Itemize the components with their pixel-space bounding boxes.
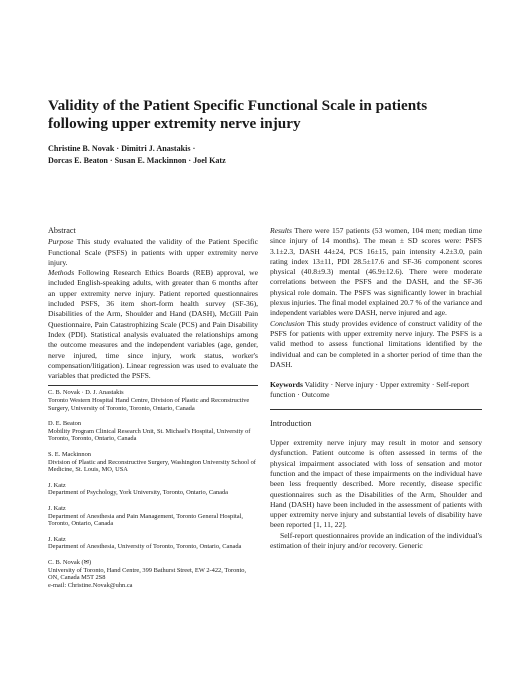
- right-column: [270, 226, 482, 551]
- affiliation-item[interactable]: C. B. Novak (✉) University of Toronto, Hand Centre, 399 Bathurst Street, EW 2-422, Toronto, ON, Canada M5T 2S8 e-mail: Christine.Novak@uhn.ca: [48, 558, 247, 589]
- affiliation-list: [48, 389, 258, 589]
- keywords-text: Validity · Nerve injury · Upper extremity · Self-report function · Outcome: [270, 380, 470, 400]
- results-text: There were 157 patients (53 women, 104 men; median time since injury of 14 months). The mean ± SD scores were: PSFS 3.1±2.3, DASH 44±24, PCS 16±15, pain intensity 4.2±3.0, pain rating index 13±11, PDI 28.5±17.6 and SF-36 component scores physical (40.8±9.3) mental (46.9±12.6). There were moderate correlations between the PSFS and the DASH, and the SF-36 physical role domain. The PSFS was significantly lower in brachial plexus injuries. The final model explained 20.7 % of the variance and independent variables were DASH, nerve injured and age.: [270, 226, 483, 318]
- introduction-para-2: Self-report questionnaires provide an indication of the individual's estimation of their injury and/or recovery. Generic: [270, 530, 482, 551]
- keywords-label: Keywords: [270, 380, 303, 390]
- abstract-results: [270, 226, 482, 319]
- left-column: [48, 226, 258, 597]
- abstract-heading: Abstract: [48, 226, 76, 235]
- author-line-2: Dorcas E. Beaton · Susan E. Mackinnon · Joel Katz: [48, 156, 226, 165]
- author-line-1: Christine B. Novak · Dimitri J. Anastakis ·: [48, 144, 196, 153]
- introduction-heading: Introduction: [270, 418, 312, 428]
- purpose-text: This study evaluated the validity of the Patient Specific Functional Scale (PSFS) in patients with upper extremity nerve injury.: [48, 237, 258, 267]
- affiliation-item: C. B. Novak · D. J. Anastakis Toronto Western Hospital Hand Centre, Division of Plastic and Reconstructive Surgery, University of Toronto, Toronto, Ontario, Canada: [48, 389, 250, 412]
- affiliation-item: S. E. Mackinnon Division of Plastic and Reconstructive Surgery, Washington University School of Medicine, St. Louis, MO, USA: [48, 451, 256, 474]
- abstract-methods: [48, 268, 258, 381]
- methods-label: Methods: [48, 268, 75, 278]
- affiliation-divider: [48, 385, 258, 386]
- introduction-para-1: Upper extremity nerve injury may result in motor and sensory dysfunction. Patient outcome is often assessed in terms of the physical impairment associated with loss of sensation and motor function and the impact of these impairments on the individual have been less frequently described. More recently, disease specific questionnaires such as the Disabilities of the Arm, Shoulder and Hand (DASH) have been included in the assessment of patients with upper extremity nerve injury and substantial levels of disability have been reported [1, 11, 22].: [270, 438, 482, 530]
- keywords-divider: [270, 409, 482, 410]
- affiliation-item: J. Katz Department of Anesthesia, University of Toronto, Toronto, Ontario, Canada: [48, 535, 242, 551]
- purpose-label: Purpose: [48, 237, 74, 247]
- methods-text: Following Research Ethics Boards (REB) approval, we included English-speaking adults, with greater than 6 months after an upper extremity nerve injury. Patient reported questionnaires included PSFS, 36 item short-form health survey (SF-36), Disabilities of the Arm, Shoulder and Hand (DASH), McGill Pain Questionnaire, Pain Catastrophizing Scale (PCS) and Pain Disability Index (PDI). Statistical analysis evaluated the relationships among the outcome measures and the independent variables (age, gender, nerve injured, time since injury, work status, worker's compensation/litigation). Linear regression was used to evaluate the variables that predicted the PSFS.: [48, 268, 258, 381]
- results-label: Results: [270, 226, 292, 235]
- affiliation-item: J. Katz Department of Anesthesia and Pain Management, Toronto General Hospital, Toronto, Ontario, Canada: [48, 504, 244, 528]
- conclusion-text: This study provides evidence of construct validity of the PSFS for patients with upper extremity nerve injury. The PSFS is a valid method to assess functional limitations identified by the individual and can be completed in a shorter period of time than the DASH.: [270, 318, 482, 369]
- keywords: [270, 380, 482, 401]
- abstract-purpose: [48, 237, 258, 268]
- author-list: [48, 143, 478, 167]
- abstract-conclusion: [270, 319, 482, 370]
- conclusion-label: Conclusion: [270, 318, 305, 328]
- affiliation-item: D. E. Beaton Mobility Program Clinical Research Unit, St. Michael's Hospital, University of Toronto, Toronto, Ontario, Canada: [48, 420, 251, 443]
- article-title: Validity of the Patient Specific Functional Scale in patients following upper extremity nerve injury: [48, 97, 428, 132]
- affiliation-item: J. Katz Department of Psychology, York University, Toronto, Ontario, Canada: [48, 481, 229, 497]
